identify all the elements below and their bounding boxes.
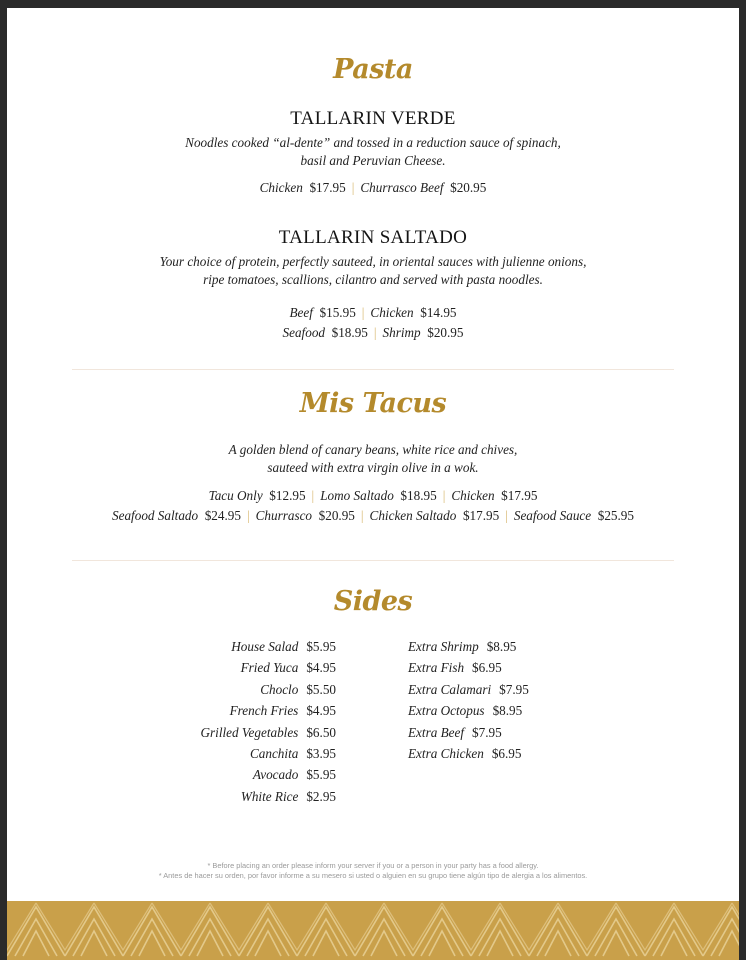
side-price: $8.95 bbox=[492, 703, 523, 719]
option-name: Beef bbox=[289, 305, 313, 320]
side-item bbox=[201, 743, 336, 764]
side-name: Extra Beef bbox=[408, 724, 465, 740]
option-price: $17.95 bbox=[494, 488, 538, 503]
side-name: Canchita bbox=[249, 745, 299, 761]
side-name: White Rice bbox=[240, 788, 299, 804]
side-item bbox=[408, 657, 529, 678]
price-row bbox=[7, 178, 739, 198]
price-row bbox=[7, 323, 739, 343]
side-item bbox=[408, 636, 529, 657]
allergy-disclaimer bbox=[7, 861, 739, 880]
tallarin-saltado-prices bbox=[7, 303, 739, 342]
side-price: $6.95 bbox=[472, 660, 502, 676]
tallarin-saltado-description bbox=[7, 253, 739, 289]
section-divider bbox=[72, 369, 674, 370]
zigzag-lines bbox=[7, 907, 739, 956]
option-name: Lomo Saltado bbox=[320, 488, 394, 503]
side-name: House Salad bbox=[231, 639, 299, 654]
side-item bbox=[201, 786, 336, 807]
decorative-pattern-band bbox=[7, 901, 739, 960]
description-line: sauteed with extra virgin olive in a wok. bbox=[267, 460, 479, 475]
mis-tacus-description bbox=[7, 441, 739, 477]
sides-left-column bbox=[201, 636, 336, 807]
side-name: Extra Octopus bbox=[408, 703, 485, 719]
option-name: Seafood Saltado bbox=[112, 507, 199, 523]
option-price: $18.95 bbox=[325, 324, 368, 340]
price-row bbox=[7, 506, 739, 526]
option-name: Churrasco Beef bbox=[360, 180, 444, 195]
option-name: Chicken bbox=[370, 305, 414, 320]
sides-heading: Sides bbox=[333, 586, 413, 617]
description-line: A golden blend of canary beans, white rice and chives, bbox=[228, 442, 518, 457]
option-price: $20.95 bbox=[420, 324, 464, 340]
option-name: Chicken bbox=[259, 180, 303, 195]
mis-tacus-prices bbox=[7, 486, 739, 525]
sides-right-column bbox=[408, 636, 529, 764]
option-price: $20.95 bbox=[312, 507, 355, 523]
side-item bbox=[201, 722, 336, 743]
side-name: Extra Calamari bbox=[408, 681, 492, 697]
price-separator: | bbox=[311, 488, 315, 503]
tallarin-verde-prices bbox=[7, 178, 739, 198]
option-name: Seafood bbox=[282, 324, 326, 340]
side-price: $5.95 bbox=[306, 767, 336, 783]
price-separator: | bbox=[360, 507, 364, 523]
side-price: $6.50 bbox=[306, 724, 336, 740]
option-name: Chicken bbox=[451, 488, 495, 503]
price-separator: | bbox=[361, 305, 365, 320]
side-price: $3.95 bbox=[306, 745, 336, 761]
option-price: $14.95 bbox=[413, 305, 457, 320]
description-line: Noodles cooked “al-dente” and tossed in a reduction sauce of spinach, bbox=[185, 135, 561, 150]
side-price: $2.95 bbox=[306, 788, 336, 804]
option-name: Churrasco bbox=[255, 507, 313, 523]
menu-page bbox=[7, 8, 739, 960]
side-price: $5.95 bbox=[306, 639, 336, 654]
side-item bbox=[408, 679, 529, 700]
price-separator: | bbox=[351, 180, 355, 195]
side-item bbox=[408, 700, 529, 721]
option-price: $25.95 bbox=[591, 507, 634, 523]
side-name: Extra Chicken bbox=[408, 745, 484, 761]
price-separator: | bbox=[442, 488, 446, 503]
option-price: $18.95 bbox=[393, 488, 437, 503]
price-row bbox=[7, 486, 739, 506]
side-price: $5.50 bbox=[306, 681, 336, 697]
option-name: Shrimp bbox=[382, 324, 421, 340]
side-item bbox=[408, 743, 529, 764]
price-separator: | bbox=[505, 507, 508, 523]
option-price: $17.95 bbox=[302, 180, 346, 195]
option-price: $24.95 bbox=[198, 507, 241, 523]
section-divider bbox=[72, 560, 674, 561]
side-item bbox=[201, 764, 336, 785]
side-price: $4.95 bbox=[306, 660, 336, 676]
side-item bbox=[201, 657, 336, 678]
side-name: Avocado bbox=[252, 767, 299, 783]
disclaimer-english: * Before placing an order please inform your server if you or a person in your party has a food allergy. bbox=[207, 861, 539, 870]
side-item bbox=[201, 700, 336, 721]
tallarin-verde-title: TALLARIN VERDE bbox=[290, 108, 456, 129]
price-row bbox=[7, 303, 739, 323]
price-separator: | bbox=[373, 324, 377, 340]
side-name: Grilled Vegetables bbox=[200, 724, 299, 740]
side-price: $7.95 bbox=[499, 681, 529, 697]
option-price: $17.95 bbox=[456, 507, 500, 523]
side-name: Choclo bbox=[260, 681, 299, 697]
tallarin-saltado-title: TALLARIN SALTADO bbox=[278, 227, 468, 248]
description-line: basil and Peruvian Cheese. bbox=[300, 153, 446, 168]
mis-tacus-heading: Mis Tacus bbox=[299, 388, 447, 419]
side-item bbox=[201, 679, 336, 700]
zigzag-pattern-icon bbox=[7, 901, 739, 960]
tallarin-verde-description bbox=[7, 134, 739, 170]
side-price: $6.95 bbox=[491, 745, 522, 761]
side-price: $8.95 bbox=[486, 639, 517, 654]
description-line: ripe tomatoes, scallions, cilantro and served with pasta noodles. bbox=[203, 272, 543, 287]
side-price: $7.95 bbox=[472, 724, 502, 740]
price-separator: | bbox=[246, 507, 250, 523]
side-price: $4.95 bbox=[306, 703, 336, 719]
side-item bbox=[201, 636, 336, 657]
side-item bbox=[408, 722, 529, 743]
side-name: Extra Fish bbox=[408, 660, 465, 676]
option-price: $15.95 bbox=[312, 305, 356, 320]
side-name: Extra Shrimp bbox=[408, 639, 479, 654]
option-name: Chicken Saltado bbox=[369, 507, 457, 523]
side-name: French Fries bbox=[229, 703, 299, 719]
option-price: $20.95 bbox=[443, 180, 487, 195]
disclaimer-spanish: * Antes de hacer su orden, por favor informe a su mesero si usted o alguien en su grupo tiene algún tipo de alergia a los alimentos. bbox=[158, 870, 588, 880]
description-line: Your choice of protein, perfectly sauteed, in oriental sauces with julienne onions, bbox=[159, 254, 587, 269]
option-name: Tacu Only bbox=[208, 488, 263, 503]
side-name: Fried Yuca bbox=[240, 660, 299, 676]
option-name: Seafood Sauce bbox=[513, 507, 592, 523]
pasta-heading: Pasta bbox=[333, 54, 413, 85]
option-price: $12.95 bbox=[262, 488, 306, 503]
